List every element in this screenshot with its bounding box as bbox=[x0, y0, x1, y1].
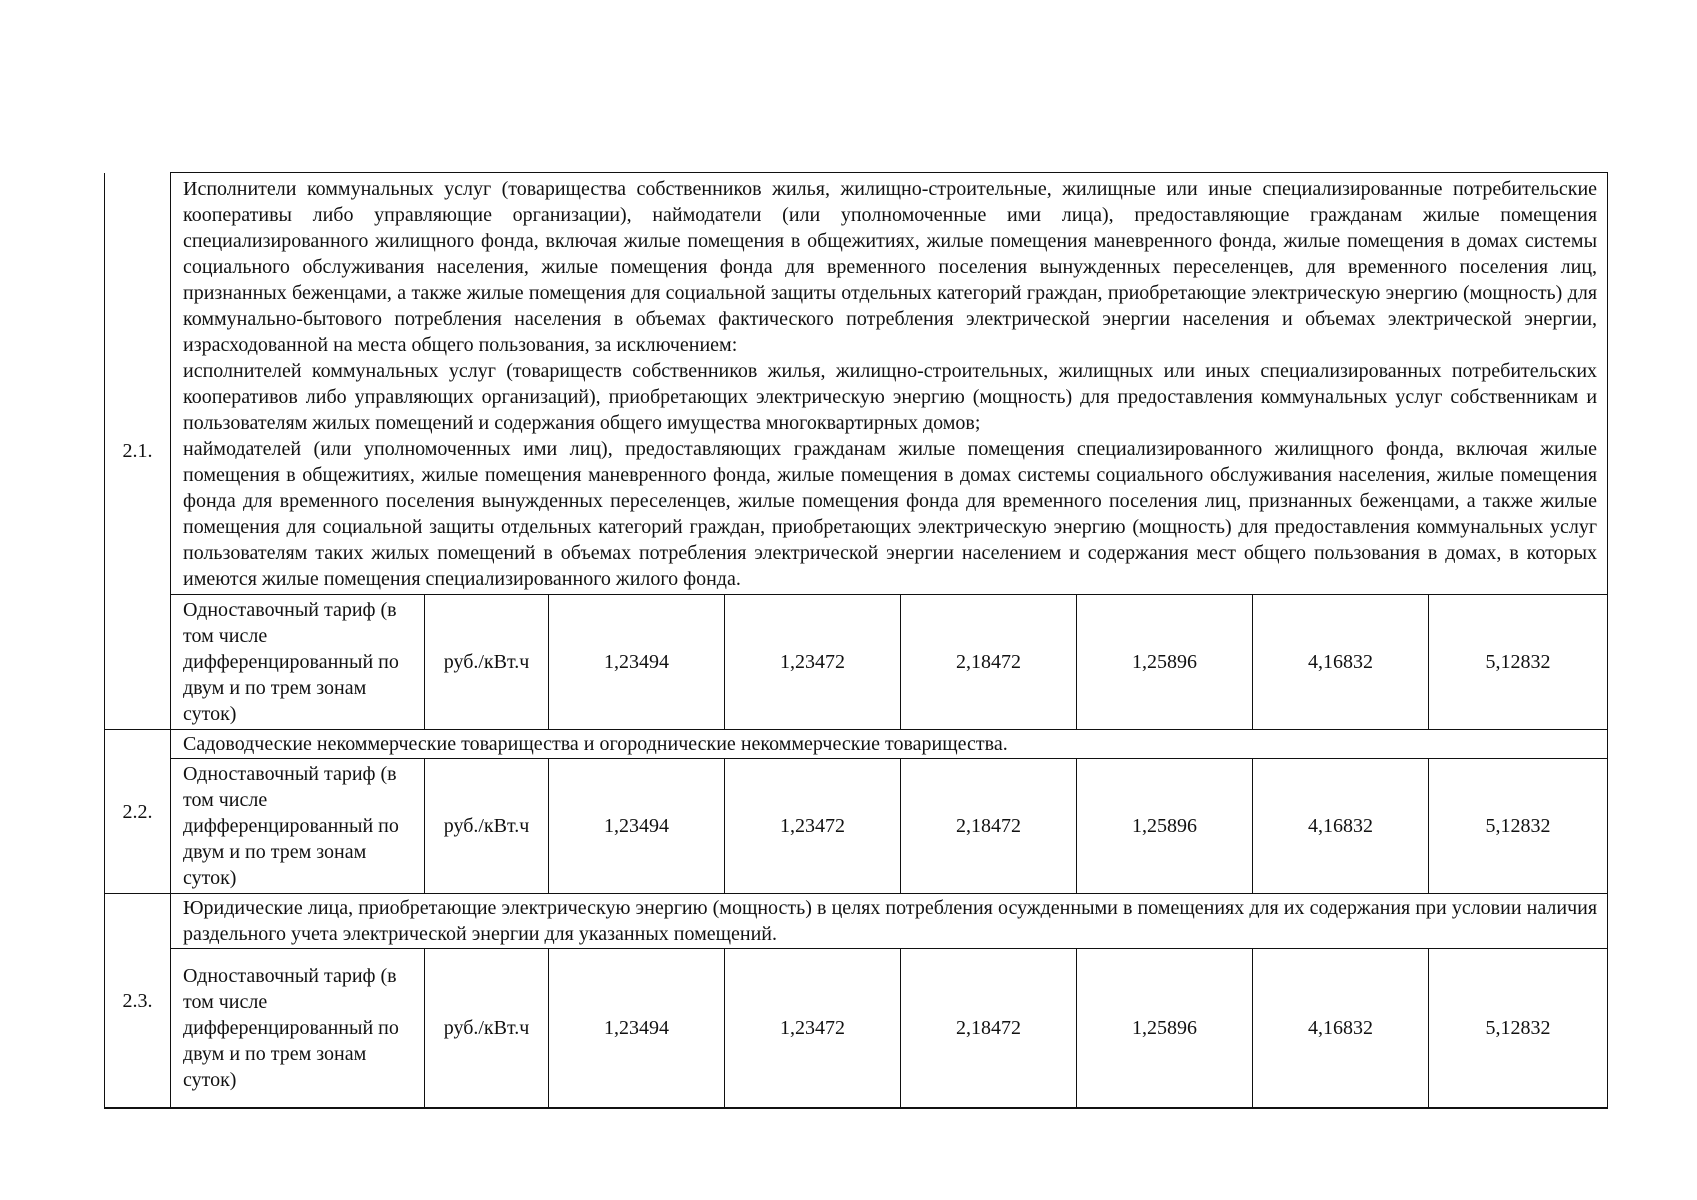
section-number: 2.1. bbox=[105, 173, 171, 730]
tariff-value: 5,12832 bbox=[1429, 595, 1608, 730]
description-paragraph: Садоводческие некоммерческие товарищества и огороднические некоммерческие товарищества. bbox=[183, 733, 1008, 755]
tariff-value: 1,23494 bbox=[549, 595, 725, 730]
tariff-value: 1,23494 bbox=[549, 949, 725, 1109]
section-row-2-1 bbox=[105, 173, 1608, 595]
tariff-value: 1,25896 bbox=[1077, 595, 1253, 730]
section-description bbox=[171, 730, 1608, 759]
tariff-value: 1,23494 bbox=[549, 759, 725, 894]
tariff-row bbox=[105, 595, 1608, 730]
tariff-value: 2,18472 bbox=[901, 759, 1077, 894]
tariff-row bbox=[105, 759, 1608, 894]
tariff-value: 1,23472 bbox=[725, 759, 901, 894]
description-paragraph: Юридические лица, приобретающие электрическую энергию (мощность) в целях потребления осужденными в помещениях для их содержания при условии наличия раздельного учета электрической энергии для указанных помещений. bbox=[183, 897, 1598, 945]
tariff-value: 5,12832 bbox=[1429, 759, 1608, 894]
tariff-unit: руб./кВт.ч bbox=[425, 595, 549, 730]
tariff-value: 1,25896 bbox=[1077, 759, 1253, 894]
section-row-2-2 bbox=[105, 730, 1608, 759]
tariff-unit: руб./кВт.ч bbox=[425, 949, 549, 1109]
tariff-label: Одноставочный тариф (в том числе дифференцированный по двум и по трем зонам суток) bbox=[171, 759, 425, 894]
section-number: 2.3. bbox=[105, 894, 171, 1109]
tariff-value: 1,23472 bbox=[725, 949, 901, 1109]
tariff-label: Одноставочный тариф (в том числе дифференцированный по двум и по трем зонам суток) bbox=[171, 595, 425, 730]
section-row-2-3 bbox=[105, 894, 1608, 949]
tariff-value: 1,23472 bbox=[725, 595, 901, 730]
tariff-value: 5,12832 bbox=[1429, 949, 1608, 1109]
tariff-label: Одноставочный тариф (в том числе дифференцированный по двум и по трем зонам суток) bbox=[171, 949, 425, 1109]
tariff-value: 2,18472 bbox=[901, 949, 1077, 1109]
section-description bbox=[171, 894, 1608, 949]
description-paragraph: исполнителей коммунальных услуг (товариществ собственников жилья, жилищно-строительных, жилищных или иных специализированных потребительских кооперативов либо управляющих организаций), приобретающих электрическую энергию (мощность) для предоставления коммунальных услуг собственникам и пользователям жилых помещений и содержания общего имущества многоквартирных домов; bbox=[183, 360, 1598, 434]
tariff-table bbox=[104, 172, 1608, 1109]
tariff-value: 4,16832 bbox=[1253, 759, 1429, 894]
description-paragraph: Исполнители коммунальных услуг (товарищества собственников жилья, жилищно-строительные, жилищные или иные специализированные потребительские кооперативы либо управляющие организации), наймодатели (или уполномоченные ими лица), предоставляющие гражданам жилые помещения специализированного жилищного фонда, включая жилые помещения в общежитиях, жилые помещения маневренного фонда, жилые помещения в домах системы социального обслуживания населения, жилые помещения фонда для временного поселения вынужденных переселенцев, для временного поселения лиц, признанных беженцами, а также жилые помещения для социальной защиты отдельных категорий граждан, приобретающие электрическую энергию (мощность) для коммунально-бытового потребления населения в объемах фактического потребления электрической энергии населения и объемах электрической энергии, израсходованной на места общего пользования, за исключением: bbox=[183, 178, 1598, 356]
tariff-value: 1,25896 bbox=[1077, 949, 1253, 1109]
tariff-unit: руб./кВт.ч bbox=[425, 759, 549, 894]
tariff-value: 4,16832 bbox=[1253, 595, 1429, 730]
tariff-row bbox=[105, 949, 1608, 1109]
description-paragraph: наймодателей (или уполномоченных ими лиц), предоставляющих гражданам жилые помещения специализированного жилищного фонда, включая жилые помещения в общежитиях, жилые помещения маневренного фонда, жилые помещения в домах системы социального обслуживания населения, жилые помещения фонда для временного поселения вынужденных переселенцев, жилые помещения фонда для временного поселения лиц, признанных беженцами, а также жилые помещения для социальной защиты отдельных категорий граждан, приобретающих электрическую энергию (мощность) для предоставления коммунальных услуг пользователям таких жилых помещений в объемах потребления электрической энергии населением и содержания мест общего пользования в домах, в которых имеются жилые помещения специализированного жилого фонда. bbox=[183, 438, 1598, 590]
tariff-value: 2,18472 bbox=[901, 595, 1077, 730]
section-description bbox=[171, 173, 1608, 595]
section-number: 2.2. bbox=[105, 730, 171, 894]
tariff-value: 4,16832 bbox=[1253, 949, 1429, 1109]
